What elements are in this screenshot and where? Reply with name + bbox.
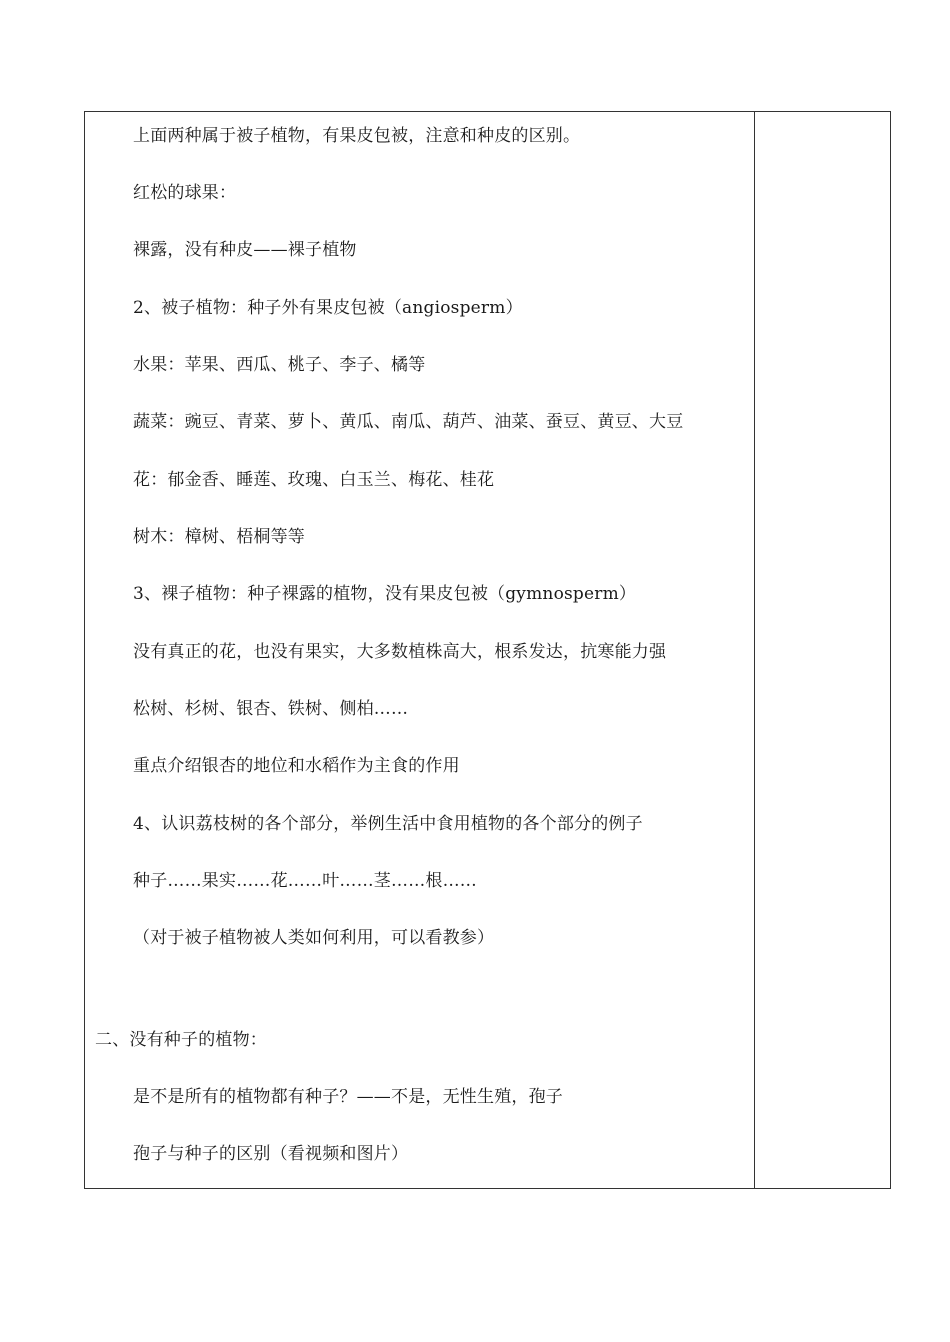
text-line-12: 重点介绍银杏的地位和水稻作为主食的作用 — [133, 756, 460, 776]
text-line-8: 树木：樟树、梧桐等等 — [133, 527, 305, 547]
text-line-13: 4、认识荔枝树的各个部分，举例生活中食用植物的各个部分的例子 — [133, 814, 643, 834]
text-line-10: 没有真正的花，也没有果实，大多数植株高大，根系发达，抗寒能力强 — [133, 642, 667, 662]
text-line-2: 红松的球果： — [133, 183, 237, 203]
column-divider — [754, 112, 755, 1188]
text-line-4: 2、被子植物：种子外有果皮包被（angiosperm） — [133, 298, 523, 318]
text-line-5: 水果：苹果、西瓜、桃子、李子、橘等 — [133, 355, 426, 375]
text-line-18: 孢子与种子的区别（看视频和图片） — [133, 1144, 409, 1164]
text-line-7: 花：郁金香、睡莲、玫瑰、白玉兰、梅花、桂花 — [133, 470, 495, 490]
text-line-14: 种子……果实……花……叶……茎……根…… — [133, 871, 477, 891]
text-line-3: 裸露，没有种皮——裸子植物 — [133, 240, 357, 260]
text-line-17: 是不是所有的植物都有种子？——不是，无性生殖，孢子 — [133, 1087, 563, 1107]
text-line-11: 松树、杉树、银杏、铁树、侧柏…… — [133, 699, 409, 719]
section-heading: 二、没有种子的植物： — [95, 1030, 267, 1050]
text-line-6: 蔬菜：豌豆、青菜、萝卜、黄瓜、南瓜、葫芦、油菜、蚕豆、黄豆、大豆 — [133, 412, 684, 432]
text-line-15: （对于被子植物被人类如何利用，可以看教参） — [133, 928, 495, 948]
text-line-9: 3、裸子植物：种子裸露的植物，没有果皮包被（gymnosperm） — [133, 584, 637, 604]
text-line-1: 上面两种属于被子植物，有果皮包被，注意和种皮的区别。 — [133, 126, 581, 146]
lesson-table — [84, 111, 891, 1189]
